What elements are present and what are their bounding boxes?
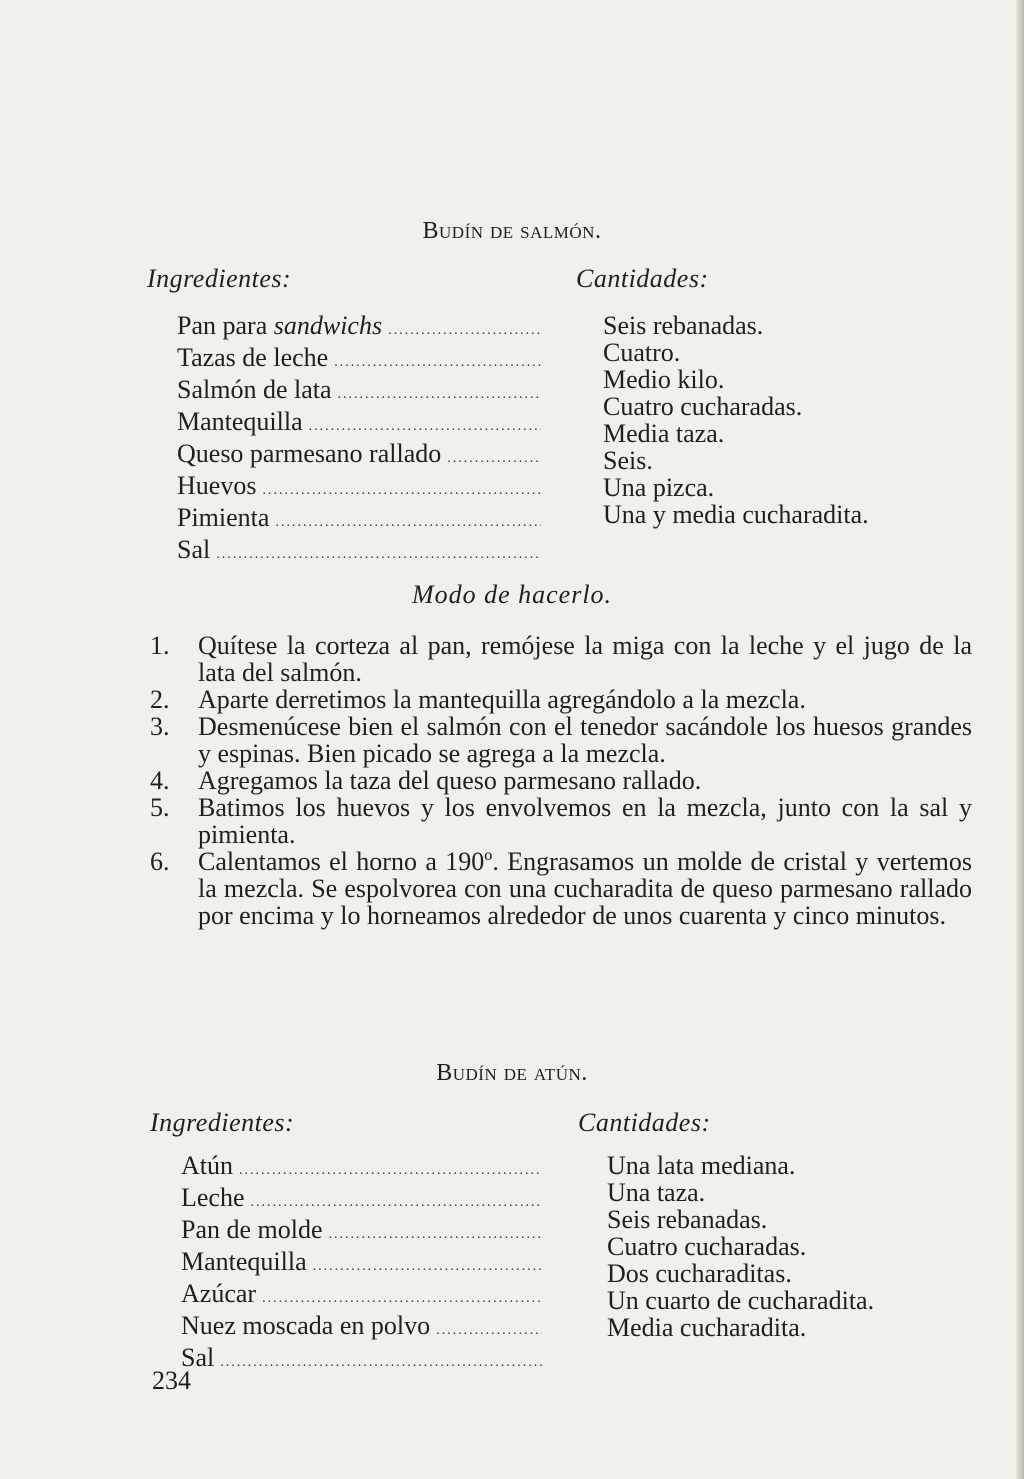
dot-leader bbox=[313, 1253, 542, 1280]
ingredient-row bbox=[181, 1280, 542, 1312]
dot-leader bbox=[216, 541, 541, 568]
method-step bbox=[150, 713, 972, 767]
step-text: Agregamos la taza del queso parmesano rallado. bbox=[198, 766, 702, 795]
ingredient-name-text: Pimienta bbox=[177, 503, 270, 532]
step-number: 3. bbox=[150, 712, 170, 741]
ingredient-name-text: Atún bbox=[181, 1151, 233, 1180]
method-step bbox=[150, 794, 972, 848]
ingredient-name-text: Huevos bbox=[177, 471, 257, 500]
ingredient-list-tuna bbox=[181, 1152, 542, 1376]
quantity-item: Cuatro cucharadas. bbox=[603, 392, 803, 421]
dot-leader bbox=[262, 1285, 542, 1312]
dot-leader bbox=[262, 477, 541, 504]
ingredient-name-text: Nuez moscada en polvo bbox=[181, 1311, 431, 1340]
ingredient-name-text: Queso parmesano rallado bbox=[177, 439, 442, 468]
dot-leader bbox=[334, 349, 541, 376]
ingredient-name bbox=[177, 312, 382, 339]
quantity-item: Una y media cucharadita. bbox=[603, 500, 869, 529]
ingredient-name bbox=[177, 504, 269, 531]
ingredient-name bbox=[181, 1248, 307, 1275]
method-steps-salmon bbox=[150, 632, 972, 929]
ingredient-name bbox=[181, 1152, 233, 1179]
ingredient-name bbox=[177, 536, 210, 563]
recipe-title-salmon: Budín de salmón. bbox=[422, 218, 602, 244]
dot-leader bbox=[220, 1349, 542, 1376]
ingredient-name-text: Salmón de lata bbox=[177, 375, 332, 404]
quantity-item: Cuatro. bbox=[603, 338, 681, 367]
ingredient-row bbox=[181, 1312, 542, 1344]
ingredient-name bbox=[181, 1216, 323, 1243]
quantity-item: Media cucharadita. bbox=[607, 1313, 807, 1342]
dot-leader bbox=[329, 1221, 542, 1248]
ingredient-row bbox=[181, 1216, 542, 1248]
step-text: Quítese la corteza al pan, remójese la miga con la leche y el jugo de la lata del salmón. bbox=[198, 631, 972, 687]
ingredient-name-text: Sal bbox=[181, 1343, 215, 1372]
step-text: Desmenúcese bien el salmón con el tenedor sacándole los huesos grandes y espinas. Bien picado se agrega a la mezcla. bbox=[198, 712, 972, 768]
ingredient-name bbox=[181, 1280, 256, 1307]
dot-leader bbox=[275, 509, 541, 536]
ingredient-name bbox=[177, 344, 328, 371]
step-number: 6. bbox=[150, 847, 170, 876]
ingredient-row bbox=[181, 1344, 542, 1376]
ingredient-name-text: Mantequilla bbox=[177, 407, 303, 436]
ingredient-row bbox=[177, 440, 541, 472]
ingredient-name-text: Tazas de leche bbox=[177, 343, 329, 372]
dot-leader bbox=[239, 1157, 542, 1184]
ingredient-name bbox=[181, 1184, 245, 1211]
quantities-header-tuna: Cantidades: bbox=[578, 1108, 711, 1137]
ingredient-row bbox=[177, 504, 541, 536]
ingredient-row bbox=[177, 536, 541, 568]
ingredient-name bbox=[177, 440, 441, 467]
step-number: 1. bbox=[150, 631, 170, 660]
step-text: Batimos los huevos y los envolvemos en la mezcla, junto con la sal y pimienta. bbox=[198, 793, 972, 849]
step-number: 4. bbox=[150, 766, 170, 795]
quantity-list-salmon bbox=[603, 312, 869, 528]
ingredient-name bbox=[181, 1312, 430, 1339]
dot-leader bbox=[447, 445, 541, 472]
ingredient-row bbox=[181, 1152, 542, 1184]
dot-leader bbox=[251, 1189, 542, 1216]
method-step bbox=[150, 767, 972, 794]
ingredient-row bbox=[177, 408, 541, 440]
quantity-item: Cuatro cucharadas. bbox=[607, 1232, 807, 1261]
method-step bbox=[150, 632, 972, 686]
step-text: Calentamos el horno a 190º. Engrasamos un molde de cristal y vertemos la mezcla. Se espolvorea con una cucharadita de queso parmesano rallado por encima y lo horneamos alrededor de unos cuarenta y cinco minutos. bbox=[198, 847, 972, 930]
ingredient-list-salmon bbox=[177, 312, 541, 568]
quantity-item: Seis rebanadas. bbox=[607, 1205, 768, 1234]
ingredient-name-italic: sandwichs bbox=[273, 311, 383, 340]
ingredient-name bbox=[177, 408, 303, 435]
method-step bbox=[150, 686, 972, 713]
step-number: 2. bbox=[150, 685, 170, 714]
quantities-header-salmon: Cantidades: bbox=[576, 264, 709, 293]
ingredient-name-text: Mantequilla bbox=[181, 1247, 307, 1276]
quantity-item: Medio kilo. bbox=[603, 365, 725, 394]
dot-leader bbox=[338, 381, 541, 408]
ingredients-header-salmon: Ingredientes: bbox=[147, 264, 292, 293]
quantity-list-tuna bbox=[607, 1152, 874, 1341]
ingredient-row bbox=[177, 376, 541, 408]
step-text: Aparte derretimos la mantequilla agregándolo a la mezcla. bbox=[198, 685, 806, 714]
quantity-item: Un cuarto de cucharadita. bbox=[607, 1286, 875, 1315]
quantity-item: Dos cucharaditas. bbox=[607, 1259, 792, 1288]
ingredient-name-text: Leche bbox=[181, 1183, 245, 1212]
dot-leader bbox=[436, 1317, 542, 1344]
quantity-item: Media taza. bbox=[603, 419, 725, 448]
step-number: 5. bbox=[150, 793, 170, 822]
ingredient-name-text: Sal bbox=[177, 535, 211, 564]
recipe-title-tuna: Budín de atún. bbox=[436, 1060, 588, 1086]
quantity-item: Una lata mediana. bbox=[607, 1151, 796, 1180]
ingredient-row bbox=[177, 472, 541, 504]
ingredients-header-tuna: Ingredientes: bbox=[150, 1108, 295, 1137]
dot-leader bbox=[309, 413, 541, 440]
ingredient-row bbox=[181, 1248, 542, 1280]
ingredient-name-text: Pan para bbox=[177, 311, 274, 340]
ingredient-name bbox=[177, 472, 256, 499]
quantity-item: Una pizca. bbox=[603, 473, 715, 502]
page-number: 234 bbox=[152, 1366, 191, 1395]
quantity-item: Una taza. bbox=[607, 1178, 706, 1207]
dot-leader bbox=[388, 317, 541, 344]
quantity-item: Seis. bbox=[603, 446, 653, 475]
ingredient-row bbox=[181, 1184, 542, 1216]
method-step bbox=[150, 848, 972, 929]
ingredient-name-text: Pan de molde bbox=[181, 1215, 323, 1244]
method-header-salmon: Modo de hacerlo. bbox=[411, 580, 613, 609]
ingredient-row bbox=[177, 312, 541, 344]
quantity-item: Seis rebanadas. bbox=[603, 311, 764, 340]
ingredient-name-text: Azúcar bbox=[181, 1279, 257, 1308]
ingredient-name bbox=[177, 376, 332, 403]
ingredient-row bbox=[177, 344, 541, 376]
